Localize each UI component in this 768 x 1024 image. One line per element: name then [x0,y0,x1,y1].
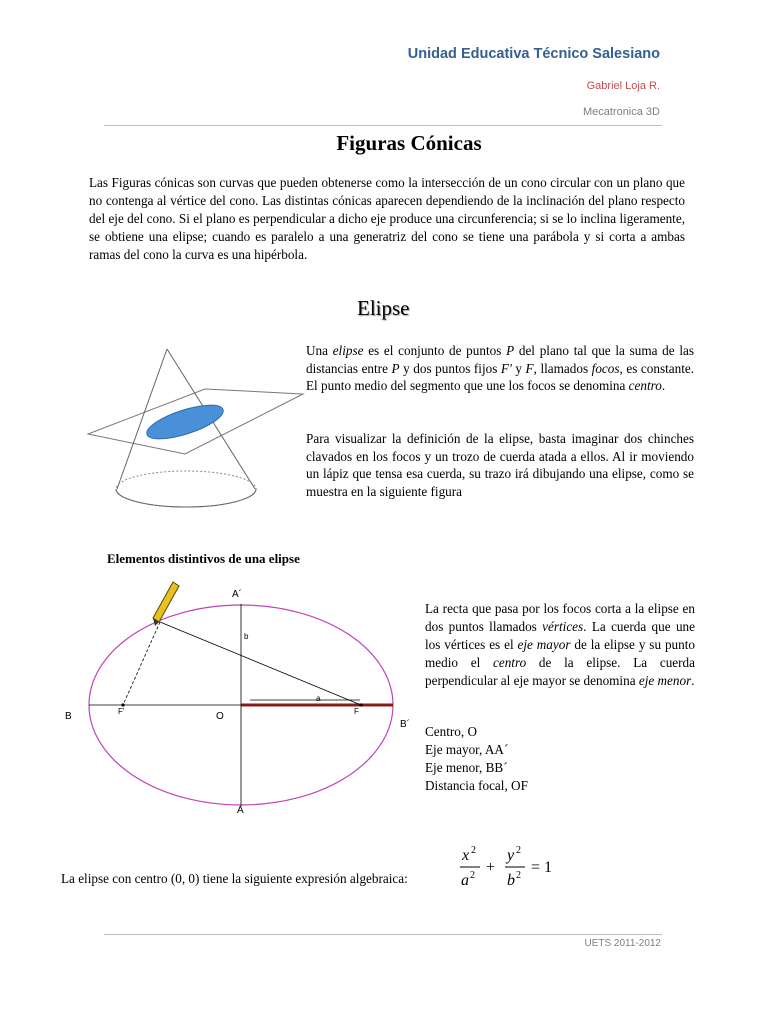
formula-exp-x: 2 [471,845,476,856]
elements-list [425,723,528,795]
header-divider [104,125,662,126]
author-name: Gabriel Loja R. [586,80,660,92]
school-name: Unidad Educativa Técnico Salesiano [407,46,660,62]
formula-exp-a: 2 [470,870,475,881]
ellipse-diagram [55,580,425,825]
intro-paragraph: Las Figuras cónicas son curvas que pueden obtenerse como la intersección de un cono circular con un plano que no contenga al vértice del cono. Las distintas cónicas aparecen dependiendo de la inclinación del plano respecto del eje del cono. Si el plano es perpendicular a dicho eje produce una circunferencia; si se lo inclina ligeramente, se obtiene una elipse; cuando es paralelo a una generatriz del cono se tiene una parábola y si corta a ambas ramas del cono la curva es una hipérbola. [89,175,685,262]
elements-heading: Elementos distintivos de una elipse [107,551,300,566]
label-A-top: A´ [232,589,242,600]
list-item: Eje mayor, AA´ [425,742,509,757]
label-A-bottom: A [237,805,244,816]
list-item: Centro, O [425,724,478,739]
list-item: Eje menor, BB´ [425,760,508,775]
formula-plus: + [486,859,496,876]
footer-divider [104,934,662,935]
label-B-left: B [65,711,72,722]
cone-plane-illustration [85,344,305,524]
formula-exp-b: 2 [516,870,521,881]
list-item: Distancia focal, OF [425,778,528,793]
formula-a: a [461,872,469,889]
page-title: Figuras Cónicas [336,131,482,155]
formula-x: x [462,847,470,864]
formula-y: y [507,847,515,864]
pencil-icon [153,582,179,626]
equation-text: La elipse con centro (0, 0) tiene la siguiente expresión algebraica: [61,871,408,886]
subject-name: Mecatronica 3D [582,106,660,118]
formula-b: b [507,872,515,889]
label-B-right: B´ [400,719,410,730]
label-a: a [316,694,321,703]
formula-eq: = 1 [531,859,553,876]
label-F-right: F [354,707,359,716]
label-F-left: F' [118,707,125,716]
footer-text: UETS 2011-2012 [584,938,661,949]
visualize-paragraph: Para visualizar la definición de la elipse, basta imaginar dos chinches clavados en los focos y un trozo de cuerda atada a ellos. Al ir moviendo un lápiz que tensa esa cuerda, su trazo irá dibujando una elipse, como se muestra en la siguiente figura [306,431,694,499]
section-title: Elipse [357,296,410,320]
vertices-paragraph: La recta que pasa por los focos corta a la elipse en dos puntos llamados vértices. La cuerda que une los vértices es el eje mayor de la elipse y su punto medio el centro de la elipse. La cuerda perpendicular al eje mayor se denomina eje menor. [425,601,695,688]
ellipse-definition: Una elipse es el conjunto de puntos P del plano tal que la suma de las distancias entre P y dos puntos fijos F' y F, llamados focos, es constante. El punto medio del segmento que une los focos se denomina centro. [306,343,695,394]
label-b: b [244,632,249,641]
label-O: O [216,711,224,722]
ellipse-formula [456,843,576,893]
formula-exp-y: 2 [516,845,521,856]
